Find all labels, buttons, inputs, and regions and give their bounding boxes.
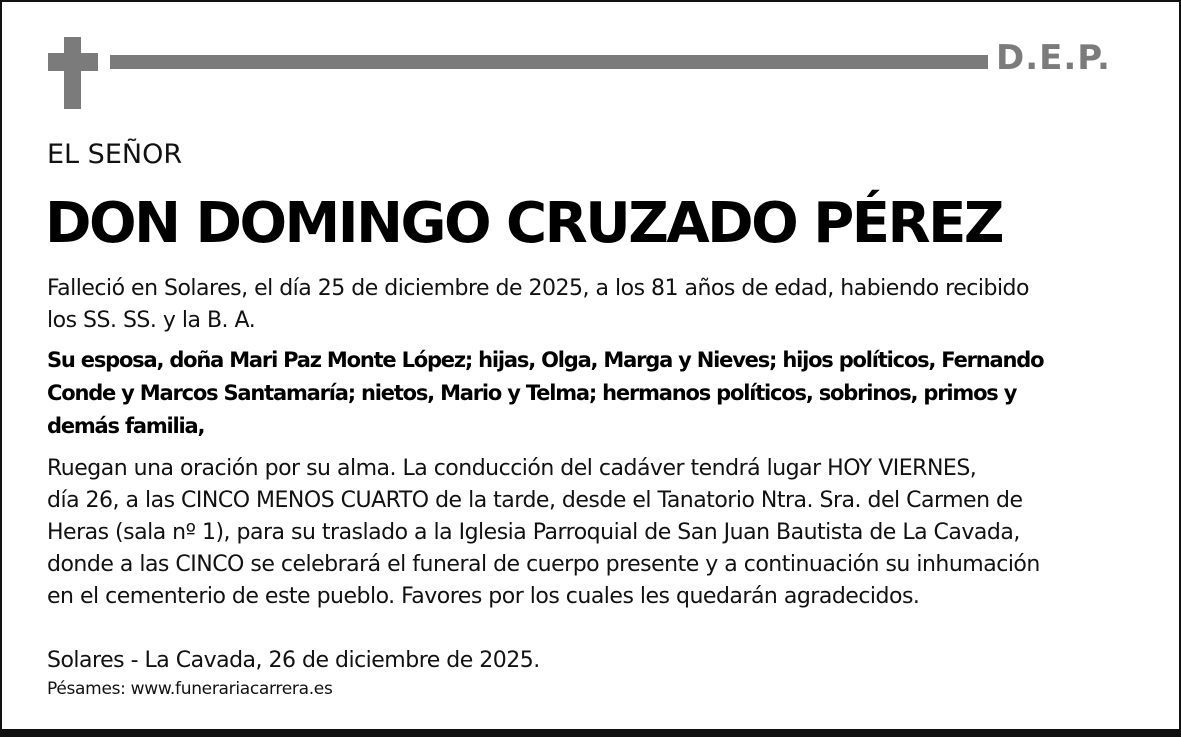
death-line: los SS. SS. y la B. A. xyxy=(47,308,256,333)
service-line: Ruegan una oración por su alma. La conducción del cadáver tendrá lugar HOY VIERNES, xyxy=(47,456,977,481)
family-line: Su esposa, doña Mari Paz Monte López; hijas, Olga, Marga y Nieves; hijos políticos, Fernando xyxy=(47,348,1044,372)
service-line: día 26, a las CINCO MENOS CUARTO de la tarde, desde el Tanatorio Ntra. Sra. del Carmen de xyxy=(47,488,1023,513)
dep-heading: D.E.P. xyxy=(996,38,1111,78)
place-date: Solares - La Cavada, 26 de diciembre de 2025. xyxy=(47,648,540,673)
cross-icon-horizontal xyxy=(48,53,98,71)
family-line: demás familia, xyxy=(47,414,205,438)
condolences-link[interactable]: Pésames: www.funerariacarrera.es xyxy=(47,679,333,699)
service-line: donde a las CINCO se celebrará el funeral de cuerpo presente y a continuación su inhumación xyxy=(47,552,1040,577)
service-line: Heras (sala nº 1), para su traslado a la Iglesia Parroquial de San Juan Bautista de La Cavada, xyxy=(47,520,1020,545)
service-paragraph xyxy=(47,453,1040,613)
family-paragraph xyxy=(47,344,1043,443)
death-line: Falleció en Solares, el día 25 de diciembre de 2025, a los 81 años de edad, habiendo recibido xyxy=(47,276,1029,301)
cross-icon-vertical xyxy=(64,37,81,109)
family-line: Conde y Marcos Santamaría; nietos, Mario y Telma; hermanos políticos, sobrinos, primos y xyxy=(47,381,1017,405)
header-rule xyxy=(110,55,988,69)
service-line: en el cementerio de este pueblo. Favores por los cuales les quedarán agradecidos. xyxy=(47,584,920,609)
honorific: EL SEÑOR xyxy=(47,139,183,170)
death-paragraph xyxy=(47,273,1029,337)
deceased-name: DON DOMINGO CRUZADO PÉREZ xyxy=(45,191,1003,256)
